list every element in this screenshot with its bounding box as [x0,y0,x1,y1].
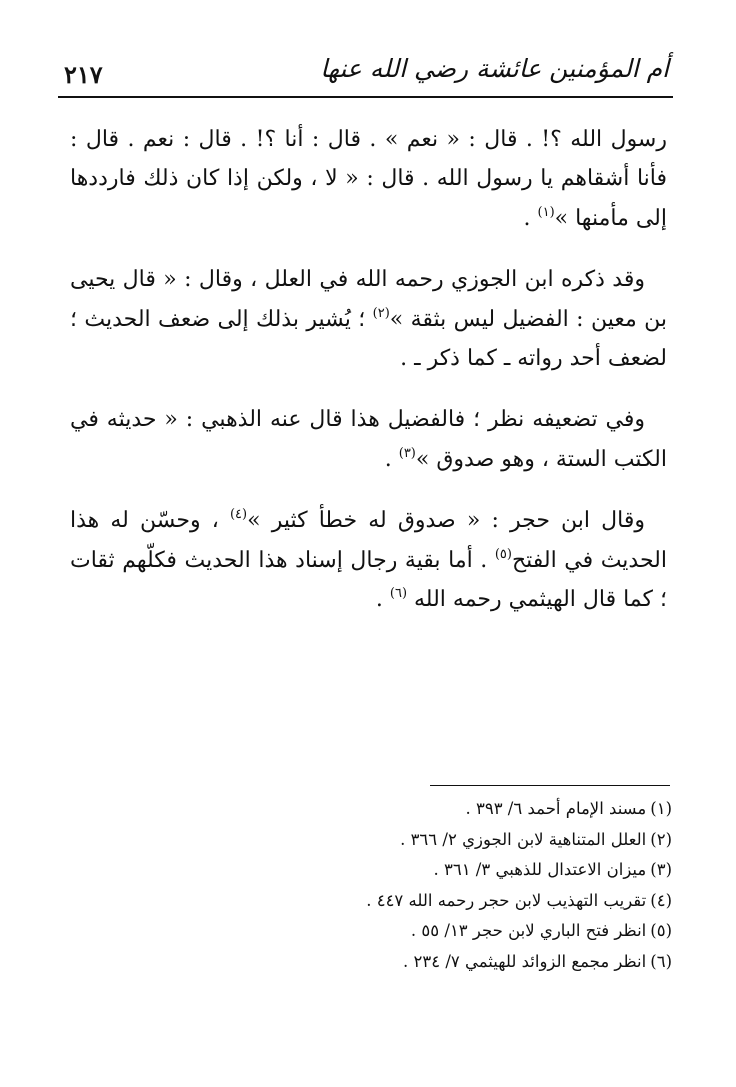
footnote-ref-3[interactable]: (٣) [398,445,416,461]
paragraph-tail: . أما بقية رجال إسناد هذا الحديث فكلّهم ثقات ؛ كما قال الهيثمي رحمه الله [70,547,667,613]
footnote-number: (٦) [650,951,672,971]
footnote-1 [172,794,672,825]
paragraph-tail: . [384,446,399,472]
footnote-rule [430,785,670,786]
footnote-number: (٢) [650,829,672,849]
paragraph-text: وقد ذكره ابن الجوزي رحمه الله في العلل ، وقال : « قال يحيى بن معين : الفضيل ليس بثقة » [70,267,667,332]
paragraph-2 [70,260,667,378]
page-number: ٢١٧ [64,60,103,89]
body-text [70,120,667,641]
footnote-5 [172,916,672,947]
footnote-6 [172,947,672,978]
footnote-ref-5[interactable]: (٥) [494,546,512,562]
footnote-ref-4[interactable]: (٤) [229,507,248,523]
footnote-text: انظر مجمع الزوائد للهيثمي ٧/ ٢٣٤ . [402,951,647,971]
paragraph-1 [70,120,667,238]
footnote-ref-6[interactable]: (٦) [389,586,408,602]
footnote-number: (٤) [650,890,672,910]
paragraph-tail: . [375,587,390,613]
paragraph-tail: ، وحسّن له هذا الحديث في الفتح [70,508,667,573]
footnote-4 [172,886,672,917]
footnote-number: (١) [650,799,672,818]
paragraph-text: وقال ابن حجر : « صدوق له خطأ كثير » [247,508,645,534]
paragraph-4 [70,501,667,619]
paragraph-text: وفي تضعيفه نظر ؛ فالفضيل هذا قال عنه الذهبي : « حديثه في الكتب الستة ، وهو صدوق » [70,407,667,472]
page-header [58,48,673,98]
footnote-number: (٥) [650,921,672,940]
footnote-text: العلل المتناهية لابن الجوزي ٢/ ٣٦٦ . [400,829,647,849]
paragraph-tail: . [523,205,538,231]
footnote-number: (٣) [650,860,672,879]
footnote-text: مسند الإمام أحمد ٦/ ٣٩٣ . [465,799,647,818]
footnote-3 [172,855,672,886]
paragraph-3 [70,400,667,479]
footnote-text: ميزان الاعتدال للذهبي ٣/ ٣٦١ . [433,860,647,879]
header-rule [58,96,673,98]
running-title: أم المؤمنين عائشة رضي الله عنها [320,54,669,83]
footnotes [172,794,672,977]
paragraph-tail: ؛ يُشير بذلك إلى ضعف الحديث ؛ لضعف أحد رواته ـ كما ذكر ـ . [70,306,667,372]
footnote-ref-2[interactable]: (٢) [372,305,390,321]
footnote-text: انظر فتح الباري لابن حجر ١٣/ ٥٥ . [410,921,647,940]
footnote-2 [172,825,672,856]
paragraph-text: رسول الله ؟! . قال : « نعم » . قال : أنا ؟! . قال : نعم . قال : فأنا أشقاهم يا رسول الله . قال : « لا ، ولكن إذا كان ذلك فارددها إلى مأمنها » [70,127,667,231]
footnote-text: تقريب التهذيب لابن حجر رحمه الله ٤٤٧ . [366,890,647,910]
footnote-ref-1[interactable]: (١) [537,204,555,220]
